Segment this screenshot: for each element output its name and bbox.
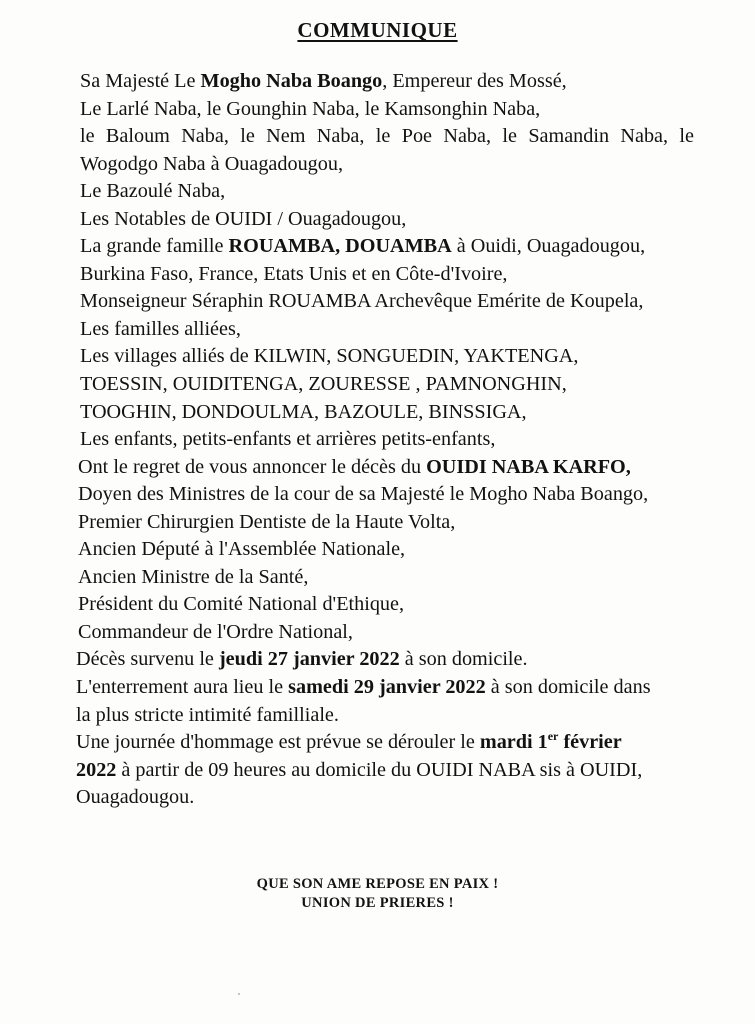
closing-block bbox=[0, 875, 755, 913]
text-line: Monseigneur Séraphin ROUAMBA Archevêque Emérite de Koupela, bbox=[80, 290, 644, 313]
line-text: L'enterrement aura lieu le bbox=[76, 676, 289, 699]
text-line: Burkina Faso, France, Etats Unis et en Côte-d'Ivoire, bbox=[80, 262, 508, 285]
line-text: Sa Majesté Le bbox=[80, 70, 201, 92]
text-line: TOOGHIN, DONDOULMA, BAZOULE, BINSSIGA, bbox=[80, 400, 527, 423]
line-text: Décès survenu le bbox=[76, 648, 219, 671]
tribute-year: 2022 bbox=[76, 758, 117, 781]
text-line: Commandeur de l'Ordre National, bbox=[78, 620, 353, 643]
line-text: à son domicile. bbox=[399, 648, 528, 671]
text-line: Ancien Ministre de la Santé, bbox=[78, 565, 309, 588]
text-line: la plus stricte intimité familliale. bbox=[76, 703, 339, 726]
death-date: jeudi 27 janvier 2022 bbox=[218, 648, 400, 671]
line-text: à Ouidi, Ouagadougou, bbox=[451, 235, 646, 258]
text-line: Les villages alliés de KILWIN, SONGUEDIN, YAKTENGA, bbox=[80, 345, 579, 368]
text-line: Les familles alliées, bbox=[80, 317, 241, 340]
text-line: Doyen des Ministres de la cour de sa Majesté le Mogho Naba Boango, bbox=[78, 483, 649, 506]
text-line bbox=[74, 646, 694, 674]
text-line bbox=[74, 68, 694, 96]
emperor-name: Mogho Naba Boango bbox=[200, 70, 383, 92]
text-line: Wogodgo Naba à Ouagadougou, bbox=[80, 152, 343, 175]
ordinal-suffix: er bbox=[547, 729, 559, 744]
text-line: Premier Chirurgien Dentiste de la Haute Volta, bbox=[78, 510, 456, 533]
document-title: COMMUNIQUE bbox=[297, 18, 458, 42]
line-text: , Empereur des Mossé, bbox=[382, 70, 567, 92]
text-line bbox=[74, 757, 694, 785]
text-line: Le Larlé Naba, le Gounghin Naba, le Kamsonghin Naba, bbox=[80, 97, 541, 120]
family-names: ROUAMBA, DOUAMBA bbox=[228, 235, 452, 258]
line-text: à son domicile dans bbox=[485, 676, 651, 699]
closing-line: QUE SON AME REPOSE EN PAIX ! bbox=[256, 876, 499, 892]
text-line bbox=[74, 233, 694, 261]
text-line: TOESSIN, OUIDITENGA, ZOURESSE , PAMNONGHIN, bbox=[80, 373, 567, 396]
text-line: Les Notables de OUIDI / Ouagadougou, bbox=[80, 207, 407, 230]
text-line: Les enfants, petits-enfants et arrières petits-enfants, bbox=[80, 428, 496, 451]
line-text: Une journée d'hommage est prévue se dérouler le bbox=[76, 731, 480, 754]
text-line bbox=[74, 454, 694, 482]
tribute-date bbox=[480, 731, 622, 753]
text-line bbox=[74, 729, 694, 757]
line-text: La grande famille bbox=[80, 235, 229, 258]
text-line: le Baloum Naba, le Nem Naba, le Poe Naba, le Samandin Naba, le bbox=[80, 125, 694, 148]
deceased-name: OUIDI NABA KARFO, bbox=[426, 455, 631, 478]
tribute-month: février bbox=[558, 731, 622, 754]
text-line bbox=[74, 674, 694, 702]
burial-date: samedi 29 janvier 2022 bbox=[288, 676, 486, 699]
text-line: Ouagadougou. bbox=[76, 786, 195, 809]
closing-line: UNION DE PRIERES ! bbox=[301, 895, 454, 911]
line-text: Ont le regret de vous annoncer le décès du bbox=[78, 455, 427, 478]
text-line: Le Bazoulé Naba, bbox=[80, 180, 226, 203]
scan-speck bbox=[238, 993, 240, 995]
line-text: à partir de 09 heures au domicile du OUIDI NABA sis à OUIDI, bbox=[116, 758, 643, 781]
text-line: Président du Comité National d'Ethique, bbox=[78, 593, 405, 616]
document-body bbox=[74, 68, 694, 812]
tribute-date-text: mardi 1 bbox=[479, 731, 548, 754]
text-line: Ancien Député à l'Assemblée Nationale, bbox=[78, 538, 406, 561]
